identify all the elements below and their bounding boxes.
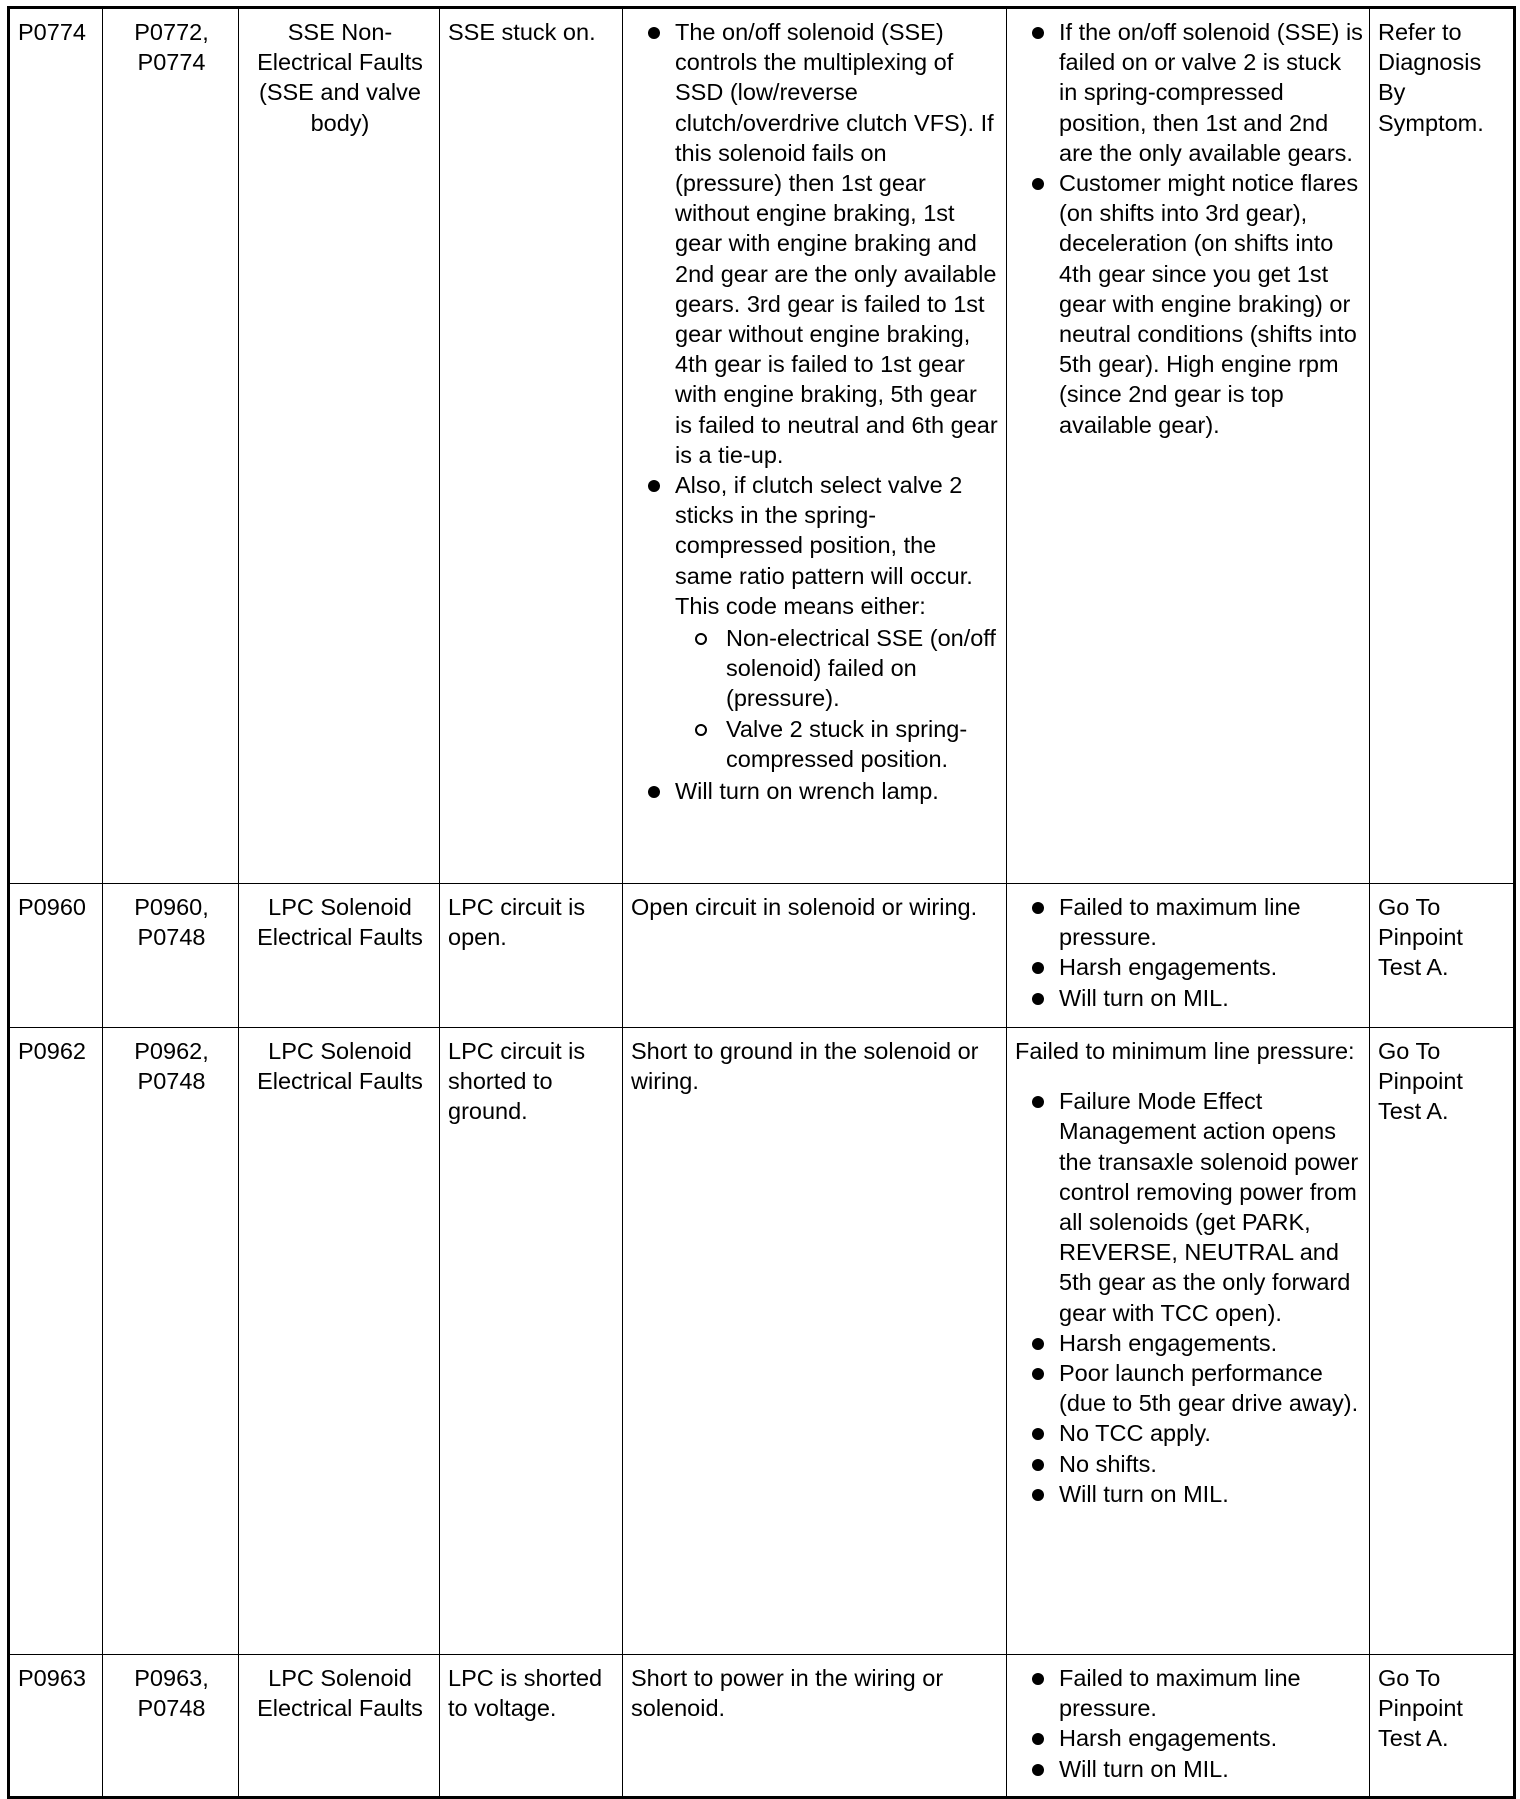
symptoms [1007,1028,1370,1655]
list-item: Failure Mode Effect Management action opens the transaxle solenoid power control removing power from all solenoids (get PARK, REVERSE, NEUTRAL and 5th gear as the only forward gear with TCC open). [1015,1086,1363,1328]
list-item: Harsh engagements. [1015,1328,1363,1358]
list-item: Will turn on MIL. [1015,1754,1363,1784]
possible-causes [623,8,1007,884]
table-row [9,1655,1515,1798]
dtc-code: P0774 [9,8,103,884]
list-item: Also, if clutch select valve 2 sticks in the spring-compressed position, the same ratio pattern will occur. This code means either: Non-electrical SSE (on/off solenoid) failed on (pressure). Valve 2 stuck in spring-compressed position. [631,470,1000,774]
list-item: Customer might notice flares (on shifts into 3rd gear), deceleration (on shifts into 4th gear since you get 1st gear with engine braking) or neutral conditions (shifts into 5th gear). High engine rpm (since 2nd gear is top available gear). [1015,168,1363,440]
related-codes: P0772, P0774 [103,8,239,884]
list-item: The on/off solenoid (SSE) controls the multiplexing of SSD (low/reverse clutch/overdrive clutch VFS). If this solenoid fails on (pressure) then 1st gear without engine braking, 1st gear with engine braking and 2nd gear are the only available gears. 3rd gear is failed to 1st gear without engine braking, 4th gear is failed to 1st gear with engine braking, 5th gear is failed to neutral and 6th gear is a tie-up. [631,17,1000,470]
table-row [9,1028,1515,1655]
list-item: Failed to maximum line pressure. [1015,1663,1363,1723]
action: Go To Pinpoint Test A. [1370,884,1515,1028]
list-item: Will turn on MIL. [1015,1479,1363,1509]
list-item: Harsh engagements. [1015,952,1363,982]
possible-causes: Short to ground in the solenoid or wiring. [623,1028,1007,1655]
symptom-intro: Failed to minimum line pressure: [1015,1038,1355,1064]
symptoms [1007,884,1370,1028]
symptoms [1007,1655,1370,1798]
possible-causes: Open circuit in solenoid or wiring. [623,884,1007,1028]
table-row [9,884,1515,1028]
list-item: Will turn on wrench lamp. [631,776,1000,806]
list-item: Harsh engagements. [1015,1723,1363,1753]
action: Go To Pinpoint Test A. [1370,1028,1515,1655]
condition: LPC circuit is open. [440,884,623,1028]
related-codes: P0962, P0748 [103,1028,239,1655]
condition: LPC is shorted to voltage. [440,1655,623,1798]
dtc-code: P0962 [9,1028,103,1655]
table-row [9,8,1515,884]
fault-category: SSE Non-Electrical Faults (SSE and valve body) [239,8,440,884]
fault-category: LPC Solenoid Electrical Faults [239,884,440,1028]
fault-category: LPC Solenoid Electrical Faults [239,1655,440,1798]
list-item: Failed to maximum line pressure. [1015,892,1363,952]
sub-list-item: Valve 2 stuck in spring-compressed position. [675,714,1000,774]
list-item: No shifts. [1015,1449,1363,1479]
related-codes: P0963, P0748 [103,1655,239,1798]
dtc-code: P0960 [9,884,103,1028]
sub-list-item: Non-electrical SSE (on/off solenoid) failed on (pressure). [675,623,1000,714]
fault-category: LPC Solenoid Electrical Faults [239,1028,440,1655]
action: Refer to Diagnosis By Symptom. [1370,8,1515,884]
action: Go To Pinpoint Test A. [1370,1655,1515,1798]
dtc-code: P0963 [9,1655,103,1798]
possible-causes: Short to power in the wiring or solenoid. [623,1655,1007,1798]
related-codes: P0960, P0748 [103,884,239,1028]
condition: SSE stuck on. [440,8,623,884]
list-item: No TCC apply. [1015,1418,1363,1448]
list-item: If the on/off solenoid (SSE) is failed on or valve 2 is stuck in spring-compressed position, then 1st and 2nd are the only available gears. [1015,17,1363,168]
list-item: Will turn on MIL. [1015,983,1363,1013]
dtc-table [7,6,1516,1799]
list-item: Poor launch performance (due to 5th gear drive away). [1015,1358,1363,1418]
condition: LPC circuit is shorted to ground. [440,1028,623,1655]
symptoms [1007,8,1370,884]
